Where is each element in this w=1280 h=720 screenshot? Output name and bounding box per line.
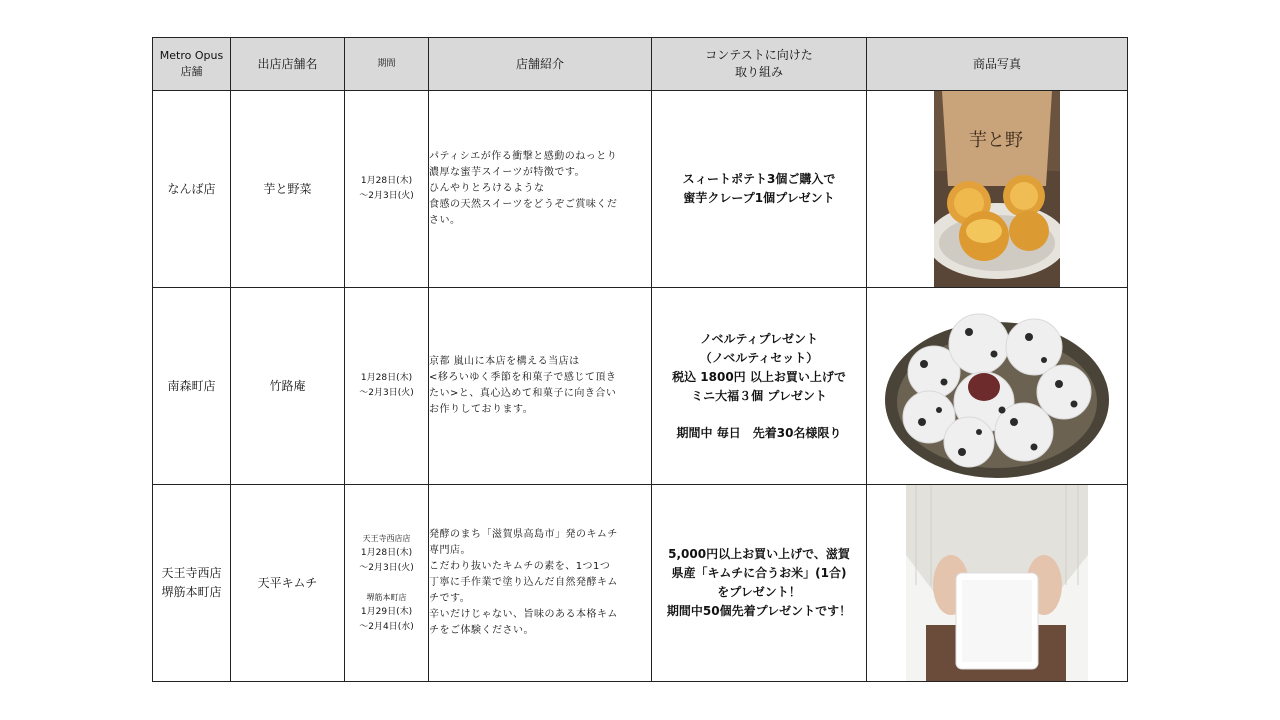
photo-cell	[867, 91, 1128, 288]
package-label-text: 芋と野	[969, 130, 1023, 151]
intro-cell: パティシエが作る衝撃と感動のねっとり 濃厚な蜜芋スイーツが特徴です。 ひんやりとろけるような 食感の天然スイーツをどうぞご賞味くだ さい。	[429, 91, 652, 288]
header-shop-name: 出店店舗名	[231, 38, 345, 91]
table-row	[153, 485, 1128, 682]
header-metro-opus-store: Metro Opus 店舗	[153, 38, 231, 91]
period-cell: 1月28日(木) ～2月3日(火)	[345, 91, 429, 288]
shop-name-cell: 天平キムチ	[231, 485, 345, 682]
store-cell: なんば店	[153, 91, 231, 288]
contest-cell: ノベルティプレゼント （ノベルティセット） 税込 1800円 以上お買い上げで ミニ大福３個 プレゼント 期間中 毎日 先着30名様限り	[652, 288, 867, 485]
table-header-row	[153, 38, 1128, 91]
header-store-intro: 店舗紹介	[429, 38, 652, 91]
header-contest-effort: コンテストに向けた 取り組み	[652, 38, 867, 91]
photo-cell	[867, 288, 1128, 485]
sweet-potato-photo	[934, 91, 1060, 287]
intro-cell: 発酵のまち「滋賀県高島市」発のキムチ 専門店。 こだわり抜いたキムチの素を、1つ1つ 丁寧に手作業で塗り込んだ自然発酵キム チです。 辛いだけじゃない、旨味のある本格キム チをご体験ください。	[429, 485, 652, 682]
table-row	[153, 288, 1128, 485]
shop-name-cell: 芋と野菜	[231, 91, 345, 288]
contest-cell: 5,000円以上お買い上げで、滋賀 県産「キムチに合うお米」(1合) をプレゼント！ 期間中50個先着プレゼントです！	[652, 485, 867, 682]
table-row	[153, 91, 1128, 288]
header-product-photo: 商品写真	[867, 38, 1128, 91]
header-period: 期間	[345, 38, 429, 91]
store-cell: 天王寺西店 堺筋本町店	[153, 485, 231, 682]
daifuku-photo	[884, 292, 1110, 480]
period-cell: 1月28日(木) ～2月3日(火)	[345, 288, 429, 485]
contest-cell: スィートポテト3個ご購入で 蜜芋クレープ1個プレゼント	[652, 91, 867, 288]
photo-cell	[867, 485, 1128, 682]
shop-name-cell: 竹路庵	[231, 288, 345, 485]
intro-cell: 京都 嵐山に本店を構える当店は <移ろいゆく季節を和菓子で感じて頂き たい>と、真心込めて和菓子に向き合い お作りしております。	[429, 288, 652, 485]
rice-bag-photo	[906, 485, 1088, 681]
period-cell: 天王寺西店店 1月28日(木) ～2月3日(火) 堺筋本町店 1月29日(木) ～2月4日(水)	[345, 485, 429, 682]
contest-limit-note: 期間中 毎日 先着30名様限り	[676, 425, 842, 440]
store-cell: 南森町店	[153, 288, 231, 485]
campaign-table	[152, 37, 1128, 682]
